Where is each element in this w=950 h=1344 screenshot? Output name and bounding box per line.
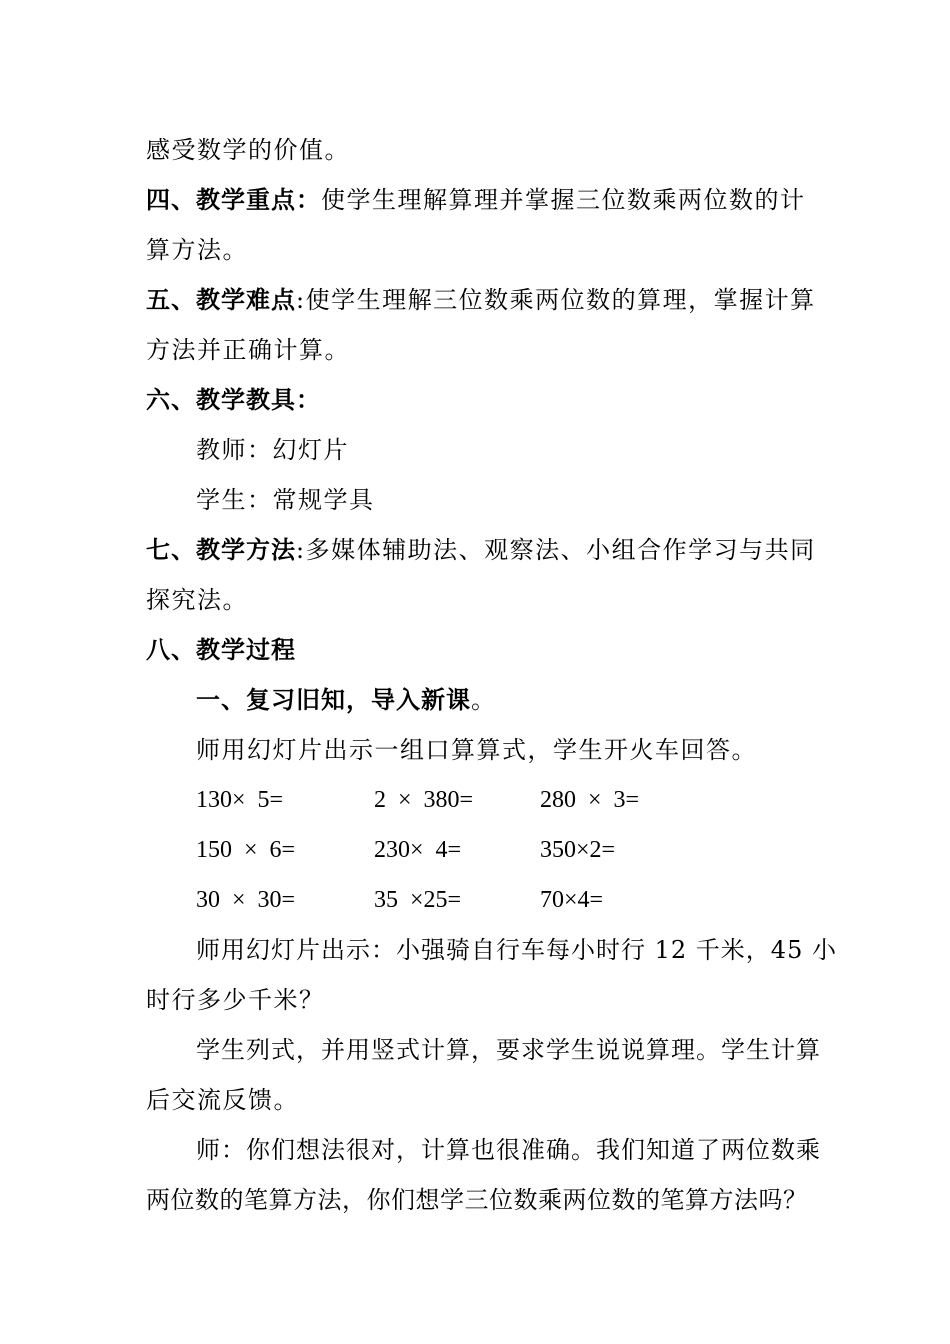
text-line: 教师：幻灯片: [196, 436, 349, 464]
section-heading: 四、教学重点：: [146, 186, 321, 214]
section-text: 使学生理解算理并掌握三位数乘两位数的计: [321, 186, 806, 214]
section-methods: [146, 530, 816, 570]
text-line: 算方法。: [146, 236, 248, 264]
text-line: 师：你们想法很对，计算也很准确。我们知道了两位数乘: [196, 1136, 821, 1164]
text-line: 方法并正确计算。: [146, 336, 350, 364]
text-line: 师用幻灯片出示一组口算算式，学生开火车回答。: [196, 736, 757, 764]
equation: 30 × 30=: [196, 887, 296, 913]
section-difficulties: [146, 280, 816, 320]
section-heading: 七、教学方法: [146, 536, 296, 564]
equation: 130× 5=: [196, 787, 284, 813]
subsection-title: [196, 680, 497, 720]
equation: 230× 4=: [374, 837, 462, 863]
text-line: 学生列式，并用竖式计算，要求学生说说算理。学生计算: [196, 1036, 821, 1064]
section-text: :使学生理解三位数乘两位数的算理，掌握计算: [296, 286, 816, 314]
equation: 70×4=: [540, 887, 604, 913]
subsection-heading: 一、复习旧知，导入新课: [196, 686, 471, 714]
subsection-punct: 。: [471, 686, 497, 714]
text-line: 两位数的笔算方法，你们想学三位数乘两位数的笔算方法吗？: [146, 1186, 808, 1214]
equation: 2 × 380=: [374, 787, 474, 813]
text-line: 探究法。: [146, 586, 248, 614]
section-text: :多媒体辅助法、观察法、小组合作学习与共同: [296, 536, 816, 564]
section-key-points: [146, 180, 806, 220]
text-line: 时行多少千米？: [146, 986, 325, 1014]
equation: 350×2=: [540, 837, 616, 863]
equation: 150 × 6=: [196, 837, 296, 863]
text-line: 后交流反馈。: [146, 1086, 299, 1114]
equation: 280 × 3=: [540, 787, 640, 813]
text-line: 学生：常规学具: [196, 486, 375, 514]
equation: 35 ×25=: [374, 887, 462, 913]
section-heading: 八、教学过程: [146, 636, 296, 664]
text-line: 师用幻灯片出示：小强骑自行车每小时行 12 千米，45 小: [196, 936, 837, 964]
section-heading: 五、教学难点: [146, 286, 296, 314]
section-heading: 六、教学教具：: [146, 386, 321, 414]
text-line: 感受数学的价值。: [146, 136, 350, 164]
